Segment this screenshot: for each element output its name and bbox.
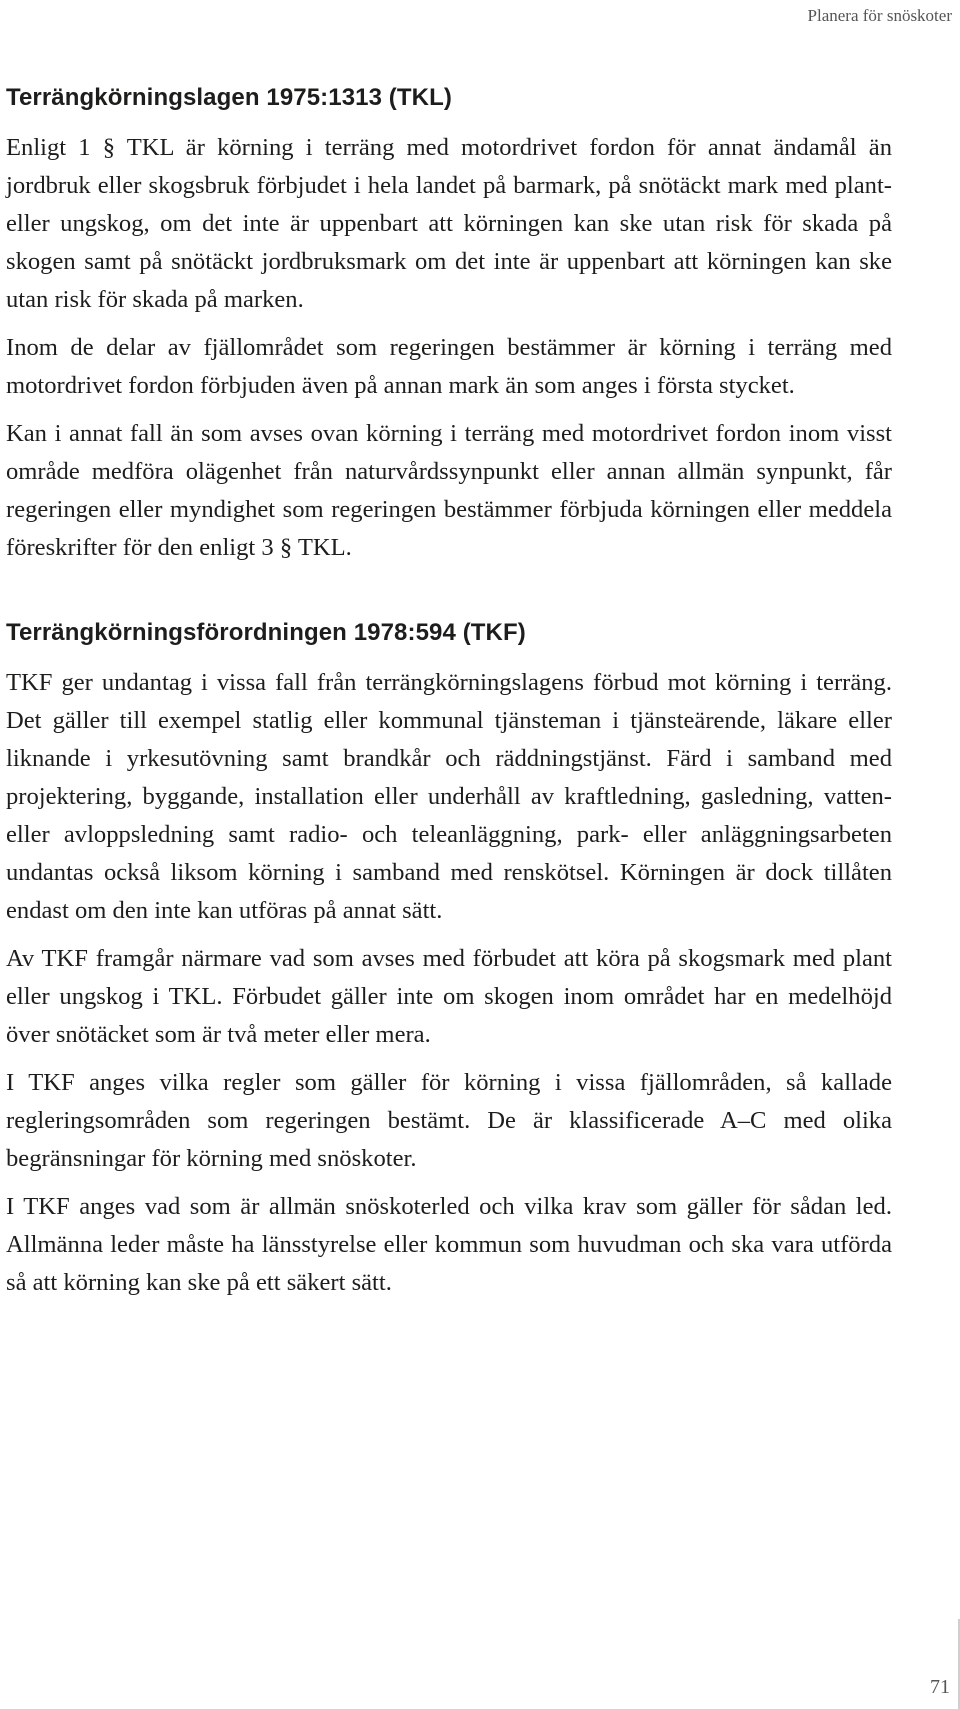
body-paragraph: TKF ger undantag i vissa fall från terrängkörningslagens förbud mot körning i terräng. Det gäller till exempel statlig eller kommunal tjänsteman i tjänsteärende, läkare eller liknande i yrkesutövning samt brandkår och räddningstjänst. Färd i samband med projektering, byggande, installation eller underhåll av kraftledning, gasledning, vatten- eller avloppsledning samt radio- och teleanläggning, park- eller anläggningsarbeten undantas också liksom körning i samband med renskötsel. Körningen är dock tillåten endast om den inte kan utföras på annat sätt. <box>6 668 892 924</box>
body-paragraph: Enligt 1 § TKL är körning i terräng med motordrivet fordon för annat ändamål än jordbruk eller skogsbruk förbjudet i hela landet på barmark, på snötäckt mark med plant- eller ungskog, om det inte är uppenbart att körningen kan ske utan risk för skada på skogen samt på snötäckt jordbruksmark om det inte är uppenbart att körningen kan ske utan risk för skada på marken. <box>6 133 892 313</box>
body-paragraph: I TKF anges vad som är allmän snöskoterled och vilka krav som gäller för sådan led. Allmänna leder måste ha länsstyrelse eller kommun som huvudman och ska vara utförda så att körning kan ske på ett säkert sätt. <box>6 1192 892 1296</box>
section-heading: Terrängkörningsförordningen 1978:594 (TKF) <box>6 618 526 646</box>
page-number: 71 <box>930 1676 950 1698</box>
body-paragraph: Kan i annat fall än som avses ovan körning i terräng med motordrivet fordon inom visst område medföra olägenhet från naturvårdssynpunkt eller annan allmän synpunkt, får regeringen eller myndighet som regeringen bestämmer förbjuda körningen eller meddela föreskrifter för den enligt 3 § TKL. <box>6 419 892 561</box>
body-paragraph: Inom de delar av fjällområdet som regeringen bestämmer är körning i terräng med motordrivet fordon förbjuden även på annan mark än som anges i första stycket. <box>6 333 892 399</box>
body-paragraph: Av TKF framgår närmare vad som avses med förbudet att köra på skogsmark med plant eller ungskog i TKL. Förbudet gäller inte om skogen inom området har en medelhöjd över snötäcket som är två meter eller mera. <box>6 944 892 1048</box>
section-tkf <box>6 619 892 1302</box>
body-paragraph: I TKF anges vilka regler som gäller för körning i vissa fjällområden, så kallade regleringsområden som regeringen bestämt. De är klassificerade A–C med olika begränsningar för körning med snöskoter. <box>6 1068 892 1172</box>
running-header: Planera för snöskoter <box>807 6 952 25</box>
section-tkl <box>6 84 892 567</box>
section-heading: Terrängkörningslagen 1975:1313 (TKL) <box>6 84 452 111</box>
document-body <box>6 84 892 1312</box>
